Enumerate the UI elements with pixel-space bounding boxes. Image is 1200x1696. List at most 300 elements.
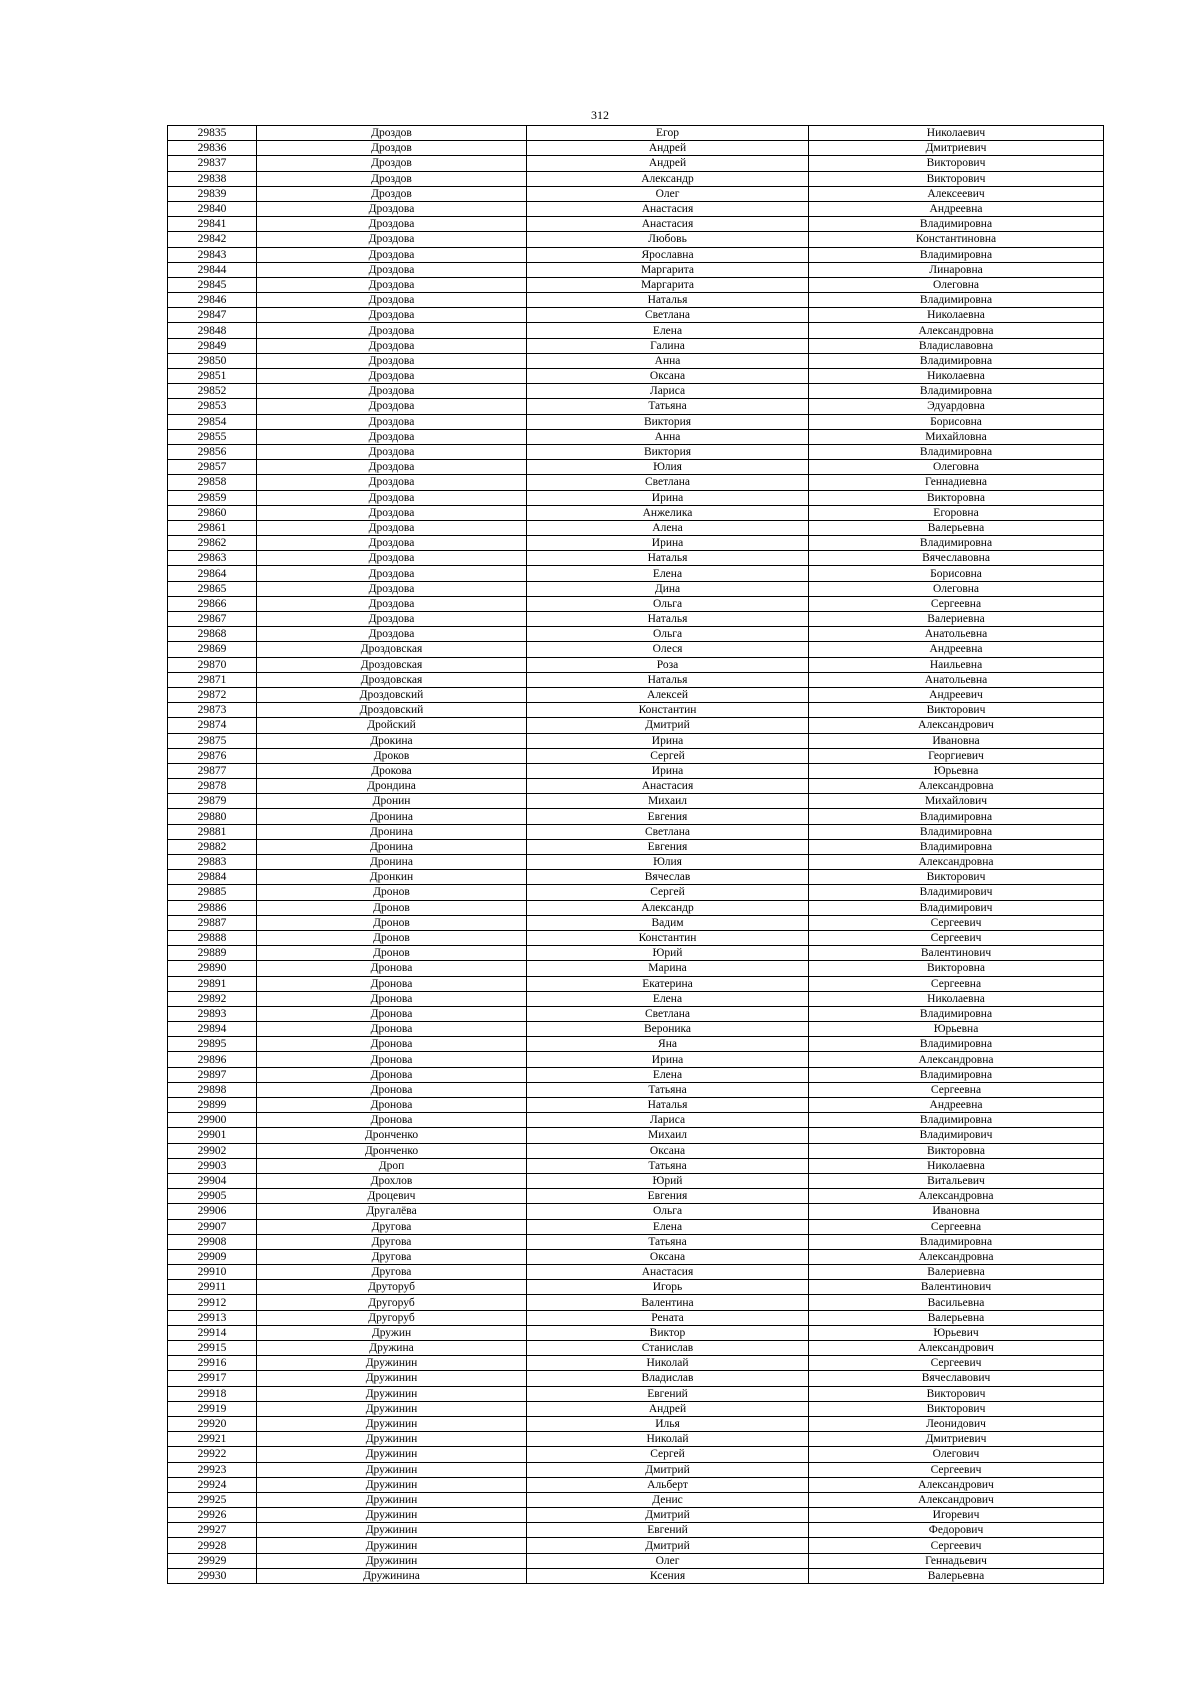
table-row [168,384,1104,399]
record-number-cell: 29836 [168,141,257,156]
record-number-cell: 29922 [168,1447,257,1462]
patronymic-cell: Викторович [809,703,1104,718]
table-row [168,520,1104,535]
table-row [168,794,1104,809]
patronymic-cell: Валерьевна [809,1310,1104,1325]
table-row [168,369,1104,384]
patronymic-cell: Борисовна [809,414,1104,429]
table-row [168,627,1104,642]
patronymic-cell: Михайлович [809,794,1104,809]
table-row [168,1037,1104,1052]
table-row [168,536,1104,551]
last-name-cell: Дроп [257,1158,527,1173]
last-name-cell: Дроздова [257,612,527,627]
first-name-cell: Светлана [527,1006,809,1021]
record-number-cell: 29871 [168,672,257,687]
patronymic-cell: Валентинович [809,946,1104,961]
first-name-cell: Олеся [527,642,809,657]
first-name-cell: Ирина [527,536,809,551]
patronymic-cell: Владимировна [809,217,1104,232]
patronymic-cell: Александровна [809,779,1104,794]
last-name-cell: Дроздова [257,247,527,262]
table-row [168,885,1104,900]
table-row [168,1432,1104,1447]
record-number-cell: 29858 [168,475,257,490]
first-name-cell: Анастасия [527,779,809,794]
record-number-cell: 29895 [168,1037,257,1052]
patronymic-cell: Олеговна [809,460,1104,475]
first-name-cell: Виктор [527,1325,809,1340]
table-row [168,1219,1104,1234]
last-name-cell: Другова [257,1234,527,1249]
last-name-cell: Дружинин [257,1492,527,1507]
record-number-cell: 29919 [168,1401,257,1416]
last-name-cell: Дроздов [257,186,527,201]
last-name-cell: Дронов [257,946,527,961]
table-row [168,748,1104,763]
last-name-cell: Дроздова [257,323,527,338]
first-name-cell: Елена [527,566,809,581]
table-row [168,444,1104,459]
last-name-cell: Дроздова [257,536,527,551]
last-name-cell: Дроздова [257,277,527,292]
table-row [168,855,1104,870]
table-row [168,1234,1104,1249]
table-row [168,399,1104,414]
last-name-cell: Дроздова [257,566,527,581]
first-name-cell: Татьяна [527,1082,809,1097]
table-row [168,1022,1104,1037]
first-name-cell: Елена [527,991,809,1006]
patronymic-cell: Владимировна [809,1067,1104,1082]
patronymic-cell: Вячеславович [809,1371,1104,1386]
record-number-cell: 29857 [168,460,257,475]
record-number-cell: 29866 [168,596,257,611]
last-name-cell: Дружинин [257,1538,527,1553]
table-row [168,186,1104,201]
patronymic-cell: Николаевна [809,1158,1104,1173]
first-name-cell: Лариса [527,1113,809,1128]
record-number-cell: 29863 [168,551,257,566]
last-name-cell: Дроздова [257,520,527,535]
record-number-cell: 29897 [168,1067,257,1082]
table-row [168,323,1104,338]
record-number-cell: 29902 [168,1143,257,1158]
patronymic-cell: Владимирович [809,885,1104,900]
patronymic-cell: Александровна [809,323,1104,338]
first-name-cell: Оксана [527,1249,809,1264]
patronymic-cell: Егоровна [809,505,1104,520]
record-number-cell: 29851 [168,369,257,384]
patronymic-cell: Константиновна [809,232,1104,247]
record-number-cell: 29907 [168,1219,257,1234]
patronymic-cell: Валериевна [809,1265,1104,1280]
record-number-cell: 29850 [168,353,257,368]
table-row [168,824,1104,839]
table-row [168,657,1104,672]
first-name-cell: Елена [527,1067,809,1082]
first-name-cell: Ксения [527,1568,809,1583]
patronymic-cell: Александровна [809,855,1104,870]
last-name-cell: Дроздова [257,353,527,368]
record-number-cell: 29843 [168,247,257,262]
patronymic-cell: Владимировна [809,536,1104,551]
name-roster-table [167,125,1104,1584]
table-row [168,1173,1104,1188]
first-name-cell: Юлия [527,855,809,870]
patronymic-cell: Александровна [809,1249,1104,1264]
table-row [168,581,1104,596]
first-name-cell: Екатерина [527,976,809,991]
record-number-cell: 29873 [168,703,257,718]
first-name-cell: Алексей [527,687,809,702]
table-row [168,1401,1104,1416]
patronymic-cell: Юрьевна [809,1022,1104,1037]
patronymic-cell: Александрович [809,1477,1104,1492]
last-name-cell: Дронина [257,839,527,854]
patronymic-cell: Дмитриевич [809,141,1104,156]
patronymic-cell: Сергеевич [809,1356,1104,1371]
record-number-cell: 29868 [168,627,257,642]
table-row [168,353,1104,368]
last-name-cell: Дружинин [257,1416,527,1431]
last-name-cell: Дружинина [257,1568,527,1583]
first-name-cell: Николай [527,1356,809,1371]
patronymic-cell: Владимирович [809,1128,1104,1143]
patronymic-cell: Геннадиевна [809,475,1104,490]
record-number-cell: 29882 [168,839,257,854]
record-number-cell: 29921 [168,1432,257,1447]
first-name-cell: Наталья [527,612,809,627]
last-name-cell: Дронина [257,809,527,824]
last-name-cell: Дроздова [257,201,527,216]
first-name-cell: Игорь [527,1280,809,1295]
last-name-cell: Дроздов [257,171,527,186]
record-number-cell: 29888 [168,930,257,945]
first-name-cell: Наталья [527,1098,809,1113]
first-name-cell: Константин [527,930,809,945]
first-name-cell: Татьяна [527,1234,809,1249]
record-number-cell: 29845 [168,277,257,292]
table-row [168,1341,1104,1356]
last-name-cell: Дроздова [257,627,527,642]
patronymic-cell: Владимировна [809,839,1104,854]
last-name-cell: Дронченко [257,1128,527,1143]
first-name-cell: Анна [527,353,809,368]
last-name-cell: Дронкин [257,870,527,885]
patronymic-cell: Викторович [809,870,1104,885]
first-name-cell: Маргарита [527,262,809,277]
record-number-cell: 29899 [168,1098,257,1113]
record-number-cell: 29877 [168,763,257,778]
patronymic-cell: Юрьевич [809,1325,1104,1340]
patronymic-cell: Викторович [809,1386,1104,1401]
last-name-cell: Дроздова [257,460,527,475]
record-number-cell: 29859 [168,490,257,505]
record-number-cell: 29909 [168,1249,257,1264]
patronymic-cell: Викторович [809,171,1104,186]
first-name-cell: Светлана [527,824,809,839]
record-number-cell: 29846 [168,293,257,308]
record-number-cell: 29879 [168,794,257,809]
last-name-cell: Дронина [257,824,527,839]
record-number-cell: 29835 [168,126,257,141]
first-name-cell: Вадим [527,915,809,930]
record-number-cell: 29915 [168,1341,257,1356]
first-name-cell: Юрий [527,946,809,961]
first-name-cell: Ярославна [527,247,809,262]
record-number-cell: 29844 [168,262,257,277]
table-row [168,687,1104,702]
table-row [168,1492,1104,1507]
first-name-cell: Андрей [527,1401,809,1416]
last-name-cell: Дрокова [257,763,527,778]
table-row [168,308,1104,323]
table-row [168,429,1104,444]
table-row [168,1568,1104,1583]
table-row [168,475,1104,490]
patronymic-cell: Андреевна [809,201,1104,216]
table-row [168,839,1104,854]
last-name-cell: Другалёва [257,1204,527,1219]
last-name-cell: Дружина [257,1341,527,1356]
table-row [168,1265,1104,1280]
table-row [168,262,1104,277]
patronymic-cell: Олегович [809,1447,1104,1462]
first-name-cell: Оксана [527,369,809,384]
table-row [168,703,1104,718]
first-name-cell: Ирина [527,763,809,778]
record-number-cell: 29876 [168,748,257,763]
table-row [168,1067,1104,1082]
table-row [168,1538,1104,1553]
last-name-cell: Дронов [257,900,527,915]
patronymic-cell: Васильевна [809,1295,1104,1310]
patronymic-cell: Владимировна [809,809,1104,824]
record-number-cell: 29839 [168,186,257,201]
table-row [168,217,1104,232]
last-name-cell: Дружинин [257,1462,527,1477]
last-name-cell: Дроздова [257,262,527,277]
table-row [168,1113,1104,1128]
last-name-cell: Дроздов [257,126,527,141]
last-name-cell: Дроздовская [257,642,527,657]
table-row [168,809,1104,824]
record-number-cell: 29916 [168,1356,257,1371]
patronymic-cell: Александровна [809,1052,1104,1067]
patronymic-cell: Александровна [809,1189,1104,1204]
record-number-cell: 29904 [168,1173,257,1188]
record-number-cell: 29856 [168,444,257,459]
table-row [168,976,1104,991]
record-number-cell: 29908 [168,1234,257,1249]
last-name-cell: Дронова [257,1052,527,1067]
record-number-cell: 29837 [168,156,257,171]
record-number-cell: 29917 [168,1371,257,1386]
last-name-cell: Дроздовский [257,703,527,718]
table-row [168,247,1104,262]
record-number-cell: 29841 [168,217,257,232]
last-name-cell: Дружинин [257,1432,527,1447]
patronymic-cell: Викторович [809,1401,1104,1416]
table-row [168,460,1104,475]
first-name-cell: Татьяна [527,1158,809,1173]
last-name-cell: Другова [257,1219,527,1234]
last-name-cell: Дроздова [257,505,527,520]
table-row [168,1189,1104,1204]
first-name-cell: Дмитрий [527,1508,809,1523]
first-name-cell: Егор [527,126,809,141]
first-name-cell: Ирина [527,490,809,505]
record-number-cell: 29896 [168,1052,257,1067]
table-row [168,1553,1104,1568]
last-name-cell: Дронин [257,794,527,809]
last-name-cell: Дронова [257,1006,527,1021]
last-name-cell: Дроздова [257,384,527,399]
patronymic-cell: Сергеевна [809,976,1104,991]
patronymic-cell: Александрович [809,1492,1104,1507]
patronymic-cell: Олеговна [809,277,1104,292]
first-name-cell: Виктория [527,444,809,459]
first-name-cell: Елена [527,1219,809,1234]
record-number-cell: 29889 [168,946,257,961]
patronymic-cell: Владиславовна [809,338,1104,353]
patronymic-cell: Андреевич [809,687,1104,702]
record-number-cell: 29910 [168,1265,257,1280]
first-name-cell: Яна [527,1037,809,1052]
last-name-cell: Дружин [257,1325,527,1340]
patronymic-cell: Витальевич [809,1173,1104,1188]
first-name-cell: Светлана [527,308,809,323]
last-name-cell: Дроздова [257,581,527,596]
record-number-cell: 29926 [168,1508,257,1523]
record-number-cell: 29887 [168,915,257,930]
first-name-cell: Евгения [527,839,809,854]
patronymic-cell: Валерьевна [809,520,1104,535]
table-row [168,1325,1104,1340]
last-name-cell: Дроздовская [257,657,527,672]
first-name-cell: Сергей [527,1447,809,1462]
first-name-cell: Илья [527,1416,809,1431]
last-name-cell: Дронова [257,976,527,991]
first-name-cell: Дина [527,581,809,596]
last-name-cell: Дронов [257,930,527,945]
table-row [168,232,1104,247]
record-number-cell: 29891 [168,976,257,991]
table-row [168,1098,1104,1113]
table-row [168,338,1104,353]
patronymic-cell: Леонидович [809,1416,1104,1431]
table-row [168,1310,1104,1325]
first-name-cell: Ирина [527,733,809,748]
record-number-cell: 29928 [168,1538,257,1553]
last-name-cell: Другова [257,1249,527,1264]
table-row [168,733,1104,748]
first-name-cell: Андрей [527,156,809,171]
last-name-cell: Дружинин [257,1477,527,1492]
patronymic-cell: Владимировна [809,247,1104,262]
record-number-cell: 29898 [168,1082,257,1097]
last-name-cell: Дронова [257,1113,527,1128]
last-name-cell: Дроздова [257,399,527,414]
record-number-cell: 29884 [168,870,257,885]
first-name-cell: Татьяна [527,399,809,414]
last-name-cell: Дроздова [257,414,527,429]
record-number-cell: 29870 [168,657,257,672]
first-name-cell: Денис [527,1492,809,1507]
table-row [168,870,1104,885]
first-name-cell: Любовь [527,232,809,247]
last-name-cell: Дроздова [257,429,527,444]
last-name-cell: Дронов [257,915,527,930]
patronymic-cell: Николаевна [809,308,1104,323]
last-name-cell: Дронченко [257,1143,527,1158]
table-row [168,612,1104,627]
patronymic-cell: Эдуардовна [809,399,1104,414]
record-number-cell: 29912 [168,1295,257,1310]
last-name-cell: Дронова [257,961,527,976]
patronymic-cell: Георгиевич [809,748,1104,763]
first-name-cell: Михаил [527,1128,809,1143]
patronymic-cell: Игоревич [809,1508,1104,1523]
patronymic-cell: Сергеевич [809,1538,1104,1553]
record-number-cell: 29920 [168,1416,257,1431]
last-name-cell: Дружинин [257,1371,527,1386]
table-row [168,718,1104,733]
record-number-cell: 29880 [168,809,257,824]
last-name-cell: Дроздовская [257,672,527,687]
first-name-cell: Евгения [527,809,809,824]
patronymic-cell: Валерьевна [809,1568,1104,1583]
last-name-cell: Дрокина [257,733,527,748]
patronymic-cell: Сергеевич [809,1462,1104,1477]
table-row [168,490,1104,505]
record-number-cell: 29874 [168,718,257,733]
table-row [168,596,1104,611]
last-name-cell: Дроздова [257,551,527,566]
first-name-cell: Олег [527,186,809,201]
table-row [168,551,1104,566]
table-row [168,1204,1104,1219]
first-name-cell: Евгений [527,1523,809,1538]
patronymic-cell: Геннадьевич [809,1553,1104,1568]
first-name-cell: Николай [527,1432,809,1447]
patronymic-cell: Анатольевна [809,627,1104,642]
patronymic-cell: Владимировна [809,1234,1104,1249]
patronymic-cell: Владимирович [809,900,1104,915]
table-row [168,900,1104,915]
patronymic-cell: Ивановна [809,1204,1104,1219]
table-row [168,1082,1104,1097]
first-name-cell: Альберт [527,1477,809,1492]
table-row [168,171,1104,186]
last-name-cell: Дроздова [257,596,527,611]
record-number-cell: 29881 [168,824,257,839]
first-name-cell: Евгения [527,1189,809,1204]
table-row [168,1249,1104,1264]
last-name-cell: Дронова [257,991,527,1006]
table-row [168,1052,1104,1067]
table-row [168,915,1104,930]
last-name-cell: Дроздова [257,444,527,459]
table-row [168,1523,1104,1538]
first-name-cell: Елена [527,323,809,338]
record-number-cell: 29865 [168,581,257,596]
record-number-cell: 29927 [168,1523,257,1538]
record-number-cell: 29893 [168,1006,257,1021]
record-number-cell: 29842 [168,232,257,247]
last-name-cell: Дроков [257,748,527,763]
